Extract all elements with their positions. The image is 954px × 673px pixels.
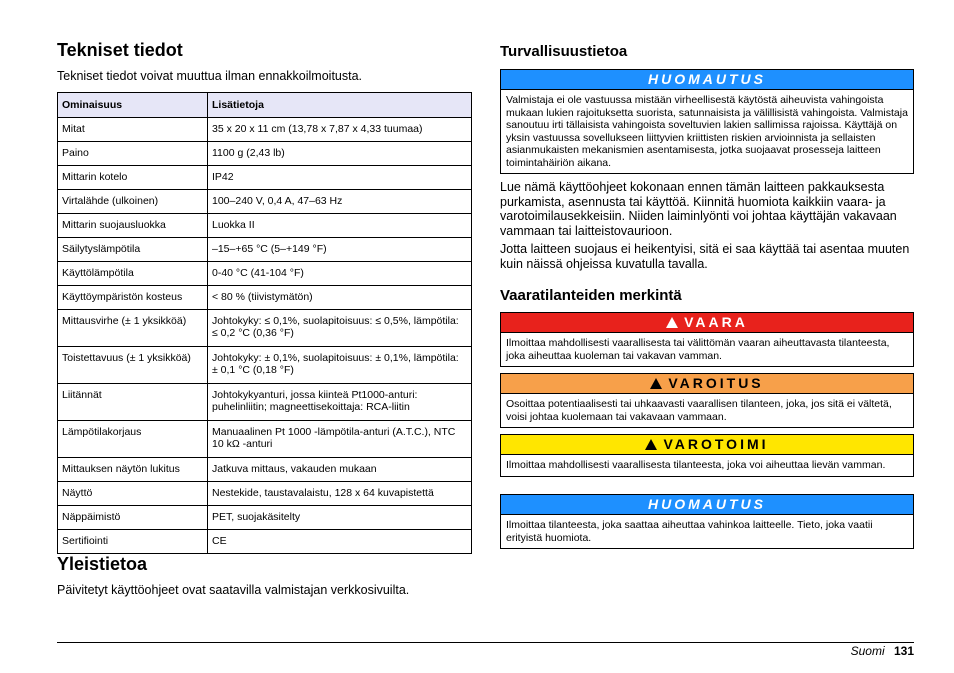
table-cell: Jatkuva mittaus, vakauden mukaan <box>208 458 472 482</box>
section-title-general: Yleistietoa <box>57 554 148 574</box>
table-row <box>58 384 472 421</box>
table-row <box>58 458 472 482</box>
footer-language: Suomi <box>850 644 885 658</box>
table-row <box>58 238 472 262</box>
table-cell: 1100 g (2,43 lb) <box>208 142 472 166</box>
table-cell: CE <box>208 530 472 554</box>
table-header-row <box>58 93 472 118</box>
table-row <box>58 506 472 530</box>
table-row <box>58 118 472 142</box>
notice-text: Valmistaja ei ole vastuussa mistään virheellisestä käytöstä aiheuvista vahingoista mukaan lukien rajoituksetta suorista, satunnaisista ja välillisistä vahingoista. Valmistaja sanoutuu irti tällaisista vahingoista soveltuvien lakien sallimissa rajoissa. Käyttäjä on yksin vastuussa sovellukseen liittyvien kriittisten riskien arvioinnista ja sellaisten asianmukaisten mekanismien asentamisesta, jotka suojaavat prosesseja laitteen toimintahäiriön aikana. <box>506 94 908 169</box>
table-cell: Käyttölämpötila <box>58 262 208 286</box>
table-cell: Sertifiointi <box>58 530 208 554</box>
table-row <box>58 310 472 347</box>
table-row <box>58 482 472 506</box>
table-cell: Näyttö <box>58 482 208 506</box>
specs-intro: Tekniset tiedot voivat muuttua ilman ennakkoilmoitusta. <box>57 69 363 83</box>
table-cell: Johtokyky: ± 0,1%, suolapitoisuus: ± 0,1%, lämpötila: ± 0,1 °C (0,18 °F) <box>208 347 472 384</box>
table-cell: Manuaalinen Pt 1000 -lämpötila-anturi (A.T.C.), NTC 10 kΩ -anturi <box>208 421 472 458</box>
notice-text: Ilmoittaa tilanteesta, joka saattaa aiheuttaa vahinkoa laitteelle. Tieto, joka vaatii erityistä huomiota. <box>506 519 873 544</box>
table-cell: 100–240 V, 0,4 A, 47–63 Hz <box>208 190 472 214</box>
table-cell: Mittarin suojausluokka <box>58 214 208 238</box>
table-row <box>58 262 472 286</box>
notice-box-disclaimer <box>500 69 914 174</box>
footer-divider <box>57 642 914 643</box>
danger-header <box>501 313 913 333</box>
table-cell: Näppäimistö <box>58 506 208 530</box>
table-cell: PET, suojakäsitelty <box>208 506 472 530</box>
specs-table <box>57 92 472 554</box>
notice-box-warning <box>500 373 914 428</box>
section-title-specs: Tekniset tiedot <box>57 40 183 60</box>
warning-header-label: VAROITUS <box>668 375 764 391</box>
table-cell: Luokka II <box>208 214 472 238</box>
table-cell: Käyttöympäristön kosteus <box>58 286 208 310</box>
general-text: Päivitetyt käyttöohjeet ovat saatavilla valmistajan verkkosivuilta. <box>57 583 410 597</box>
table-cell: Paino <box>58 142 208 166</box>
table-cell: IP42 <box>208 166 472 190</box>
safety-paragraph-2: Jotta laitteen suojaus ei heikentyisi, sitä ei saa käyttää tai asentaa muuten kuin näissä ohjeissa kuvatulla tavalla. <box>500 242 910 271</box>
warning-triangle-icon <box>666 317 678 328</box>
caution-text: Ilmoittaa mahdollisesti vaarallisesta tilanteesta, joka voi aiheuttaa lievän vamman. <box>506 459 886 471</box>
warning-text: Osoittaa potentiaalisesti tai uhkaavasti vaarallisen tilanteen, joka, jos sitä ei vältetä, voisi johtaa kuolemaan tai vakavaan vammaan. <box>506 398 892 423</box>
table-cell: Lämpötilakorjaus <box>58 421 208 458</box>
caution-header <box>501 435 913 455</box>
table-cell: Johtokyky: ≤ 0,1%, suolapitoisuus: ≤ 0,5%, lämpötila: ≤ 0,2 °C (0,36 °F) <box>208 310 472 347</box>
table-cell: Mittausvirhe (± 1 yksikköä) <box>58 310 208 347</box>
table-cell: Mittauksen näytön lukitus <box>58 458 208 482</box>
danger-text: Ilmoittaa mahdollisesti vaarallisesta tai välittömän vaaran aiheuttavasta tilanteesta, joka aiheuttaa kuoleman tai vakavan vamman. <box>506 337 890 362</box>
table-cell: Liitännät <box>58 384 208 421</box>
table-cell: Säilytyslämpötila <box>58 238 208 262</box>
notice-box-notice <box>500 494 914 549</box>
danger-header-label: VAARA <box>684 314 748 330</box>
table-cell: Nestekide, taustavalaistu, 128 x 64 kuvapistettä <box>208 482 472 506</box>
table-cell: < 80 % (tiivistymätön) <box>208 286 472 310</box>
section-title-safety: Turvallisuustietoa <box>500 43 628 60</box>
warning-triangle-icon <box>645 439 657 450</box>
table-cell: 35 x 20 x 11 cm (13,78 x 7,87 x 4,33 tuumaa) <box>208 118 472 142</box>
table-row <box>58 166 472 190</box>
footer <box>760 644 914 658</box>
table-cell: Mittarin kotelo <box>58 166 208 190</box>
warning-header <box>501 374 913 394</box>
table-row <box>58 421 472 458</box>
table-header-property: Ominaisuus <box>58 93 208 118</box>
table-cell: –15–+65 °C (5–+149 °F) <box>208 238 472 262</box>
table-cell: Johtokykyanturi, jossa kiinteä Pt1000-anturi: puhelinliitin; magneettisekoittaja: RCA-liitin <box>208 384 472 421</box>
safety-paragraph-1: Lue nämä käyttöohjeet kokonaan ennen tämän laitteen pakkauksesta purkamista, asennusta tai käyttöä. Kiinnitä huomiota kaikkiin vaara- ja varotoimilausekkeisiin. Niiden laiminlyönti voi johtaa käyttäjän vakavaan vammaan tai laitteistovaurioon. <box>500 180 897 238</box>
notice-box-danger <box>500 312 914 367</box>
caution-header-label: VAROTOIMI <box>663 436 769 452</box>
table-row <box>58 142 472 166</box>
table-cell: 0-40 °C (41-104 °F) <box>208 262 472 286</box>
table-cell: Virtalähde (ulkoinen) <box>58 190 208 214</box>
warning-triangle-icon <box>650 378 662 389</box>
table-row <box>58 530 472 554</box>
table-row <box>58 286 472 310</box>
table-row <box>58 347 472 384</box>
table-cell: Toistettavuus (± 1 yksikköä) <box>58 347 208 384</box>
table-cell: Mitat <box>58 118 208 142</box>
table-row <box>58 190 472 214</box>
notice-header: HUOMAUTUS <box>501 495 913 515</box>
table-row <box>58 214 472 238</box>
notice-header: HUOMAUTUS <box>501 70 913 90</box>
section-title-hazards: Vaaratilanteiden merkintä <box>500 287 682 304</box>
page-number: 131 <box>893 644 914 658</box>
notice-box-caution <box>500 434 914 477</box>
table-header-details: Lisätietoja <box>208 93 472 118</box>
